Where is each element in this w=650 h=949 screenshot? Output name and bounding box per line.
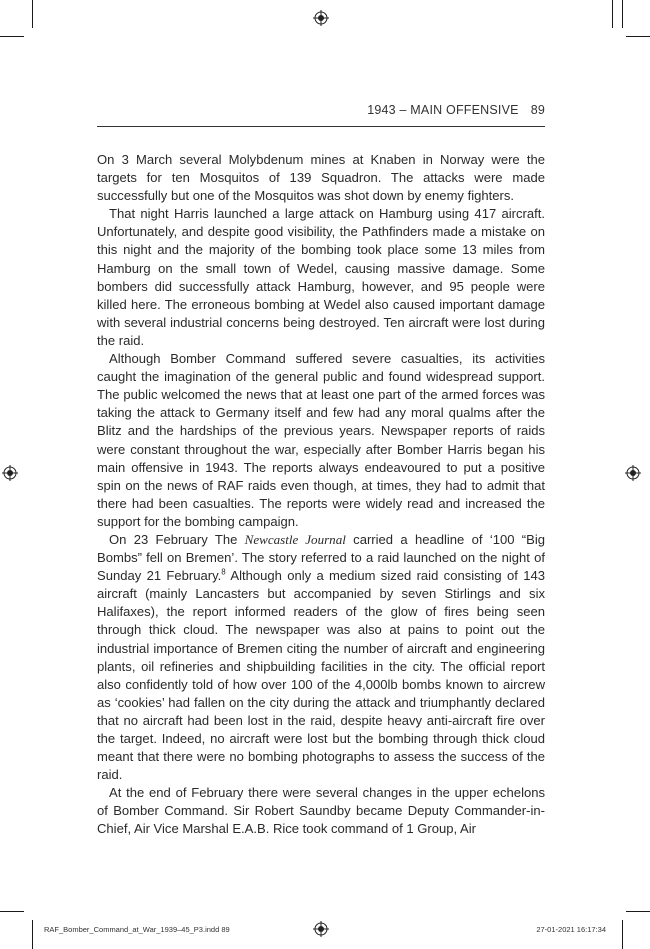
registration-mark-icon [625,465,641,481]
footnote-marker: 8 [221,567,226,577]
paragraph: At the end of February there were several changes in the upper echelons of Bomber Command. Sir Robert Saundby became Deputy Commander-in-Chief, Air Vice Marshal E.A.B. Rice took command of 1 Group, Air [97,785,545,837]
registration-mark-icon [313,10,329,26]
slug-timestamp: 27-01-2021 16:17:34 [536,925,606,934]
crop-mark-icon [32,0,33,28]
crop-mark-icon [0,36,24,37]
slug-filename: RAF_Bomber_Command_at_War_1939–45_P3.indd 89 [44,925,230,934]
crop-mark-icon [0,911,24,912]
paragraph-text: On 23 February The [109,531,245,547]
registration-mark-icon [2,465,18,481]
running-title: 1943 – MAIN OFFENSIVE [367,103,519,117]
page-number: 89 [530,103,545,117]
crop-mark-icon [626,911,650,912]
paragraph: Although Bomber Command suffered severe casualties, its activities caught the imagination of the general public and found widespread support. The public welcomed the news that at least one part of the armed forces was taking the attack to Germany itself and few had any moral qualms after the Blitz and the hardships of the previous years. Newspaper reports of raids were constant throughout the war, especially after Bomber Harris began his main offensive in 1943. The reports always endeavoured to put a positive spin on the news of RAF raids even though, at times, they had to admit that there had been casualties. The reports were widely read and increased the support for the bombing campaign. [97,351,545,529]
crop-mark-icon [622,920,623,949]
newspaper-title: Newcastle Journal [244,531,346,547]
header-rule [97,126,545,127]
crop-mark-icon [622,0,623,28]
crop-mark-icon [32,920,33,949]
paragraph [97,531,545,784]
body-text [97,151,545,839]
paragraph: On 3 March several Molybdenum mines at Knaben in Norway were the targets for ten Mosquitos of 139 Squadron. The attacks were made successfully but one of the Mosquitos was shot down by enemy fighters. [97,152,545,204]
registration-mark-icon [313,921,329,937]
crop-mark-icon [612,0,613,28]
paragraph: That night Harris launched a large attack on Hamburg using 417 aircraft. Unfortunately, and despite good visibility, the Pathfinders made a mistake on this night and the majority of the bombing took place some 13 miles from Hamburg on the small town of Wedel, causing massive damage. Some bombers did successfully attack Hamburg, however, and 95 people were killed here. The erroneous bombing at Wedel also caused important damage with several industrial concerns being destroyed. Ten aircraft were lost during the raid. [97,206,545,348]
crop-mark-icon [626,36,650,37]
running-head [97,103,545,117]
paragraph-text: Although only a medium sized raid consisting of 143 aircraft (mainly Lancasters but accompanied by seven Stirlings and six Halifaxes), the report informed readers of the glow of fires being seen through thick cloud. The newspaper was also at pains to point out the industrial importance of Bremen citing the number of aircraft and engineering plants, oil refineries and shipbuilding facilities in the city. The official report also confidently told of how over 100 of the 4,000lb bombs known to aircrew as ‘cookies’ had fallen on the city during the attack and triumphantly declared that no aircraft had been lost in the raid, despite heavy anti-aircraft fire over the target. Indeed, no aircraft were lost but the bombing through thick cloud meant that there were no bombing photographs to assess the success of the raid. [97,568,545,783]
paragraph-text: carried a headline of ‘100 “Big Bombs” fell on Bremen’. The story referred to a raid launched on the night of Sunday 21 February. [97,531,546,584]
